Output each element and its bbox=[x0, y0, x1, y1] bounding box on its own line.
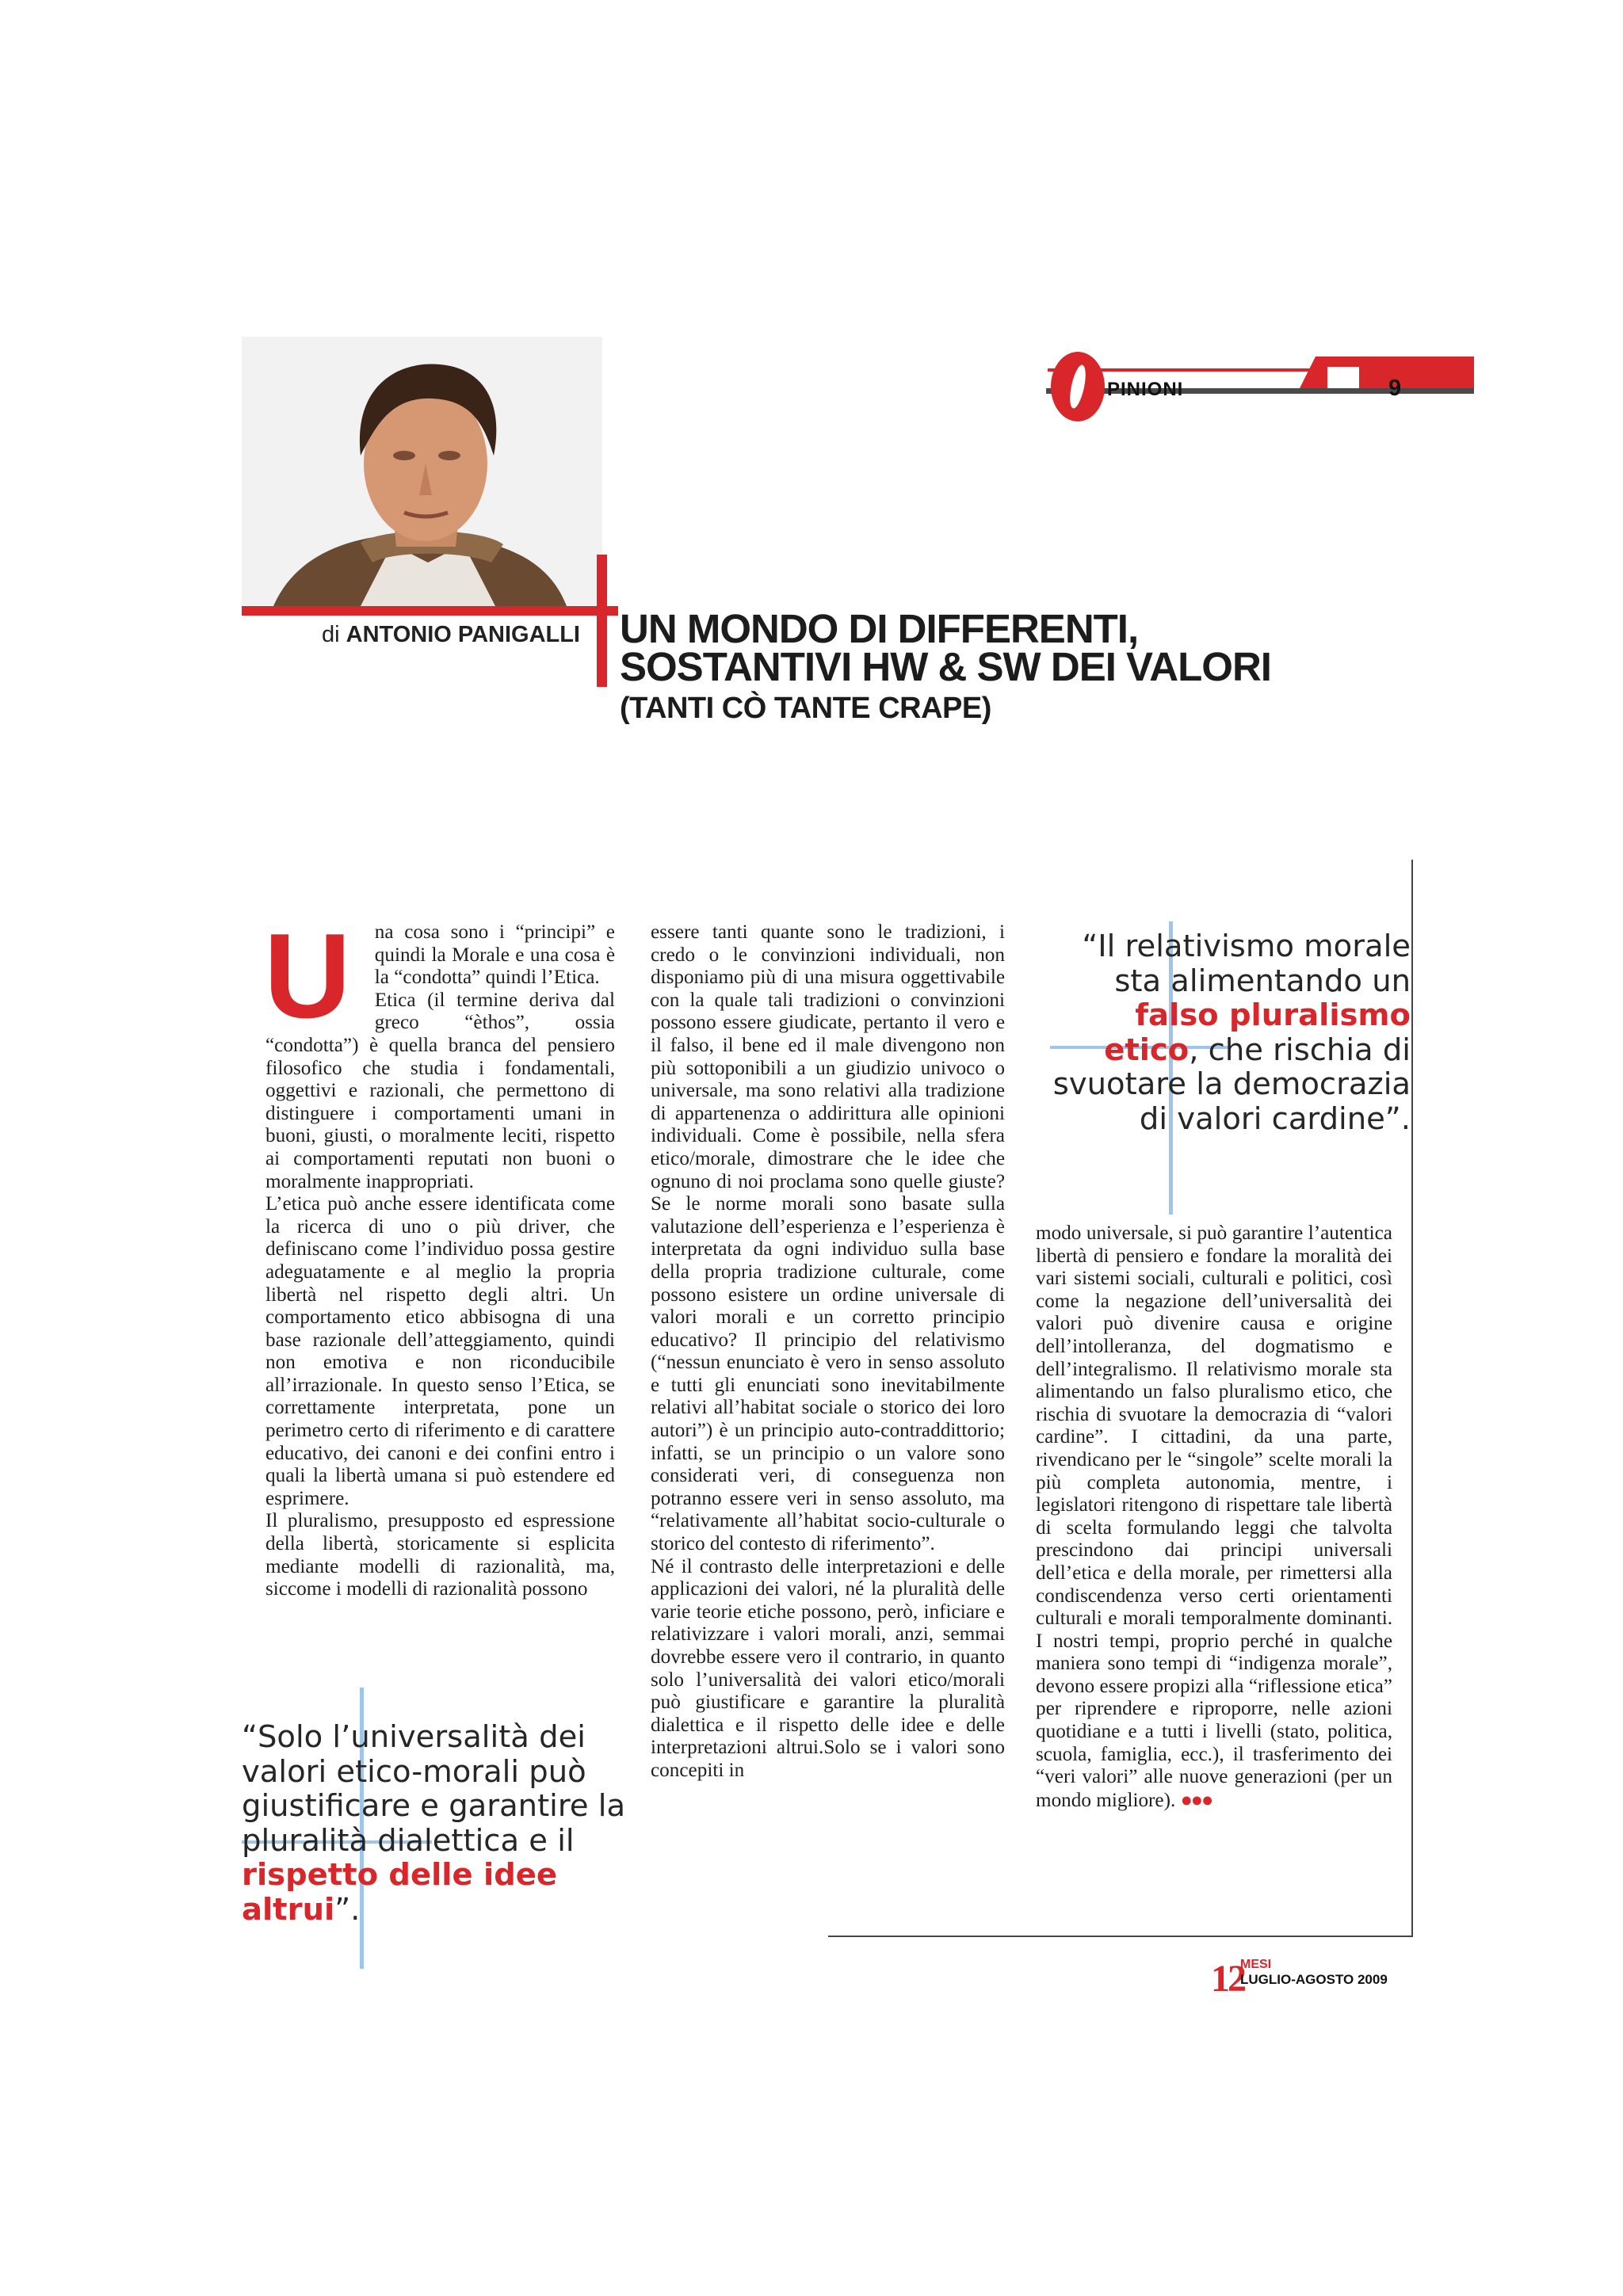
paragraph: Né il contrasto delle interpretazioni e delle applicazioni dei valori, né la pluralità delle varie teorie etiche possono, però, inficiare e relativizzare i valori morali, anzi, semmai dovrebbe essere vero il contrario, in quanto solo l’universalità dei valori etico/morali può giustificare e garantire la pluralità dialettica e il rispetto delle idee e delle interpretazioni altrui.Solo se i valori sono concepiti in bbox=[651, 1555, 1005, 1781]
quote-text-end: , che rischia di svuotare la democrazia di valori cardine”. bbox=[1052, 1032, 1411, 1137]
article-column-2 bbox=[651, 921, 1005, 1783]
byline-prefix: di bbox=[321, 622, 340, 647]
pull-quote-1 bbox=[1030, 929, 1411, 1136]
quote-text-end: ”. bbox=[334, 1891, 361, 1928]
title-line-3: (TANTI CÒ TANTE CRAPE) bbox=[620, 692, 991, 725]
paragraph bbox=[1036, 1222, 1392, 1812]
issue-date: LUGLIO-AGOSTO 2009 bbox=[1240, 1972, 1388, 1987]
title-rule-vertical bbox=[597, 555, 607, 687]
article-title bbox=[620, 606, 1412, 727]
byline bbox=[238, 622, 580, 648]
bottom-frame-line bbox=[828, 1936, 1413, 1937]
paragraph: L’etica può anche essere identificata come la ricerca di uno o più driver, che definiscano come l’individuo possa gestire adeguatamente e al meglio la propria libertà nel rispetto degli altri. Un comportamento etico abbisogna di una base razionale dell’atteggiamento, quindi non emotiva e non riconducibile all’irrazionale. In questo senso l’Etica, se correttamente interpretata, pone un perimetro certo di riferimento e di carattere educativo, dei canoni e dei confini entro i quali la libertà umana si può estendere ed esprimere. bbox=[265, 1193, 615, 1509]
end-mark: ●●● bbox=[1180, 1788, 1212, 1811]
title-rule-horizontal bbox=[242, 606, 618, 616]
paragraph: Etica (il termine deriva dal greco “èthos”, ossia “condotta”) è quella branca del pensiero filosofico che studia i fondamentali, oggettivi e razionali, che permettono di distinguere i comportamenti umani in buoni, giusti, o moralmente leciti, rispetto ai comportamenti reputati non buoni o moralmente inappropriati. bbox=[265, 989, 615, 1192]
drop-cap: U bbox=[264, 909, 351, 1043]
magazine-logo-number: 12 bbox=[1211, 1958, 1244, 2000]
title-line-2: SOSTANTIVI HW & SW DEI VALORI bbox=[620, 644, 1271, 689]
page-number: 9 bbox=[1388, 376, 1402, 401]
article-column-3 bbox=[1036, 1222, 1392, 1812]
quote-highlight: rispetto delle idee altrui bbox=[242, 1857, 557, 1928]
section-initial-o-badge bbox=[1048, 349, 1111, 425]
byline-author: ANTONIO PANIGALLI bbox=[346, 622, 580, 647]
paragraph-text: modo universale, si può garantire l’autentica libertà di pensiero e fondare la moralità dei vari sistemi sociali, culturali e politici, così come la negazione dell’universalità dei valori può divenire causa e origine dell’intolleranza, del dogmatismo e dell’integralismo. Il relativismo morale sta alimentando un falso pluralismo etico, che rischia di svuotare la democrazia di “valori cardine”. I cittadini, da una parte, rivendicano per le “singole” scelte morali la più completa autonomia, mentre, i legislatori ritengono di rispettare tale libertà di scelta formulando leggi che talvolta prescindono dai principi universali dell’etica e della morale, per rimettersi alla condiscendenza verso certi orientamenti culturali e morali temporalmente dominanti. I nostri tempi, proprio perché in qualche maniera sono tempi di “indigenza morale”, devono essere propizi alla “riflessione etica” per riprendere e riproporre, nelle azioni quotidiane e a tutti i livelli (stato, politica, scuola, famiglia, ecc.), il trasferimento dei “veri valori” alle nuove generazioni (per un mondo migliore). bbox=[1036, 1222, 1392, 1811]
quote-text: “Solo l’universalità dei valori etico-morali può giustificare e garantire la pluralità dialettica e il bbox=[242, 1719, 626, 1859]
quote-highlight: falso pluralismo etico bbox=[1104, 997, 1411, 1068]
magazine-logo-mesi: MESI bbox=[1240, 1958, 1272, 1971]
right-frame-line bbox=[1411, 860, 1413, 1937]
paragraph: essere tanti quante sono le tradizioni, i credo o le convinzioni individuali, non disponiamo più di una misura oggettivabile con la quale tali tradizioni o convinzioni possono essere giudicate, pertanto il vero e il falso, il bene ed il male divengono non più sottoponibili a un giudizio univoco o universale, ma sono relativi alla tradizione di appartenenza o addirittura alle opinioni individuali. Come è possibile, nella sfera etico/morale, dimostrare che le idee che ognuno di noi proclama sono quelle giuste? Se le norme morali sono basate sulla valutazione dell’esperienza e l’esperienza è interpretata da ogni individuo sulla base della propria tradizione culturale, come possono esistere un ordine universale di valori morali e un corretto principio educativo? Il principio del relativismo (“nessun enunciato è vero in senso assoluto e tutti gli enunciati sono inevitabilmente relativi all’habitat sociale o storico dei loro autori”) è un principio auto-contraddittorio; infatti, se un principio o un valore sono considerati veri, di conseguenza non potranno essere veri in senso assoluto, ma “relativamente all’habitat socio-culturale o storico del contesto di riferimento”. bbox=[651, 921, 1005, 1555]
quote-text: “Il relativismo morale sta alimentando un bbox=[1082, 929, 1411, 999]
article-column-1 bbox=[264, 909, 615, 1601]
author-photo bbox=[242, 337, 602, 606]
paragraph: Il pluralismo, presupposto ed espressione della libertà, storicamente si esplicita mediante modelli di razionalità, ma, siccome i modelli di razionalità possono bbox=[265, 1510, 615, 1600]
section-label: PINIONI bbox=[1107, 379, 1184, 400]
paragraph: na cosa sono i “principi” e quindi la Morale e una cosa è la “condotta” quindi l’Etica. bbox=[374, 921, 615, 989]
pull-quote-2 bbox=[242, 1720, 654, 1927]
title-line-1: UN MONDO DI DIFFERENTI, bbox=[620, 606, 1139, 651]
